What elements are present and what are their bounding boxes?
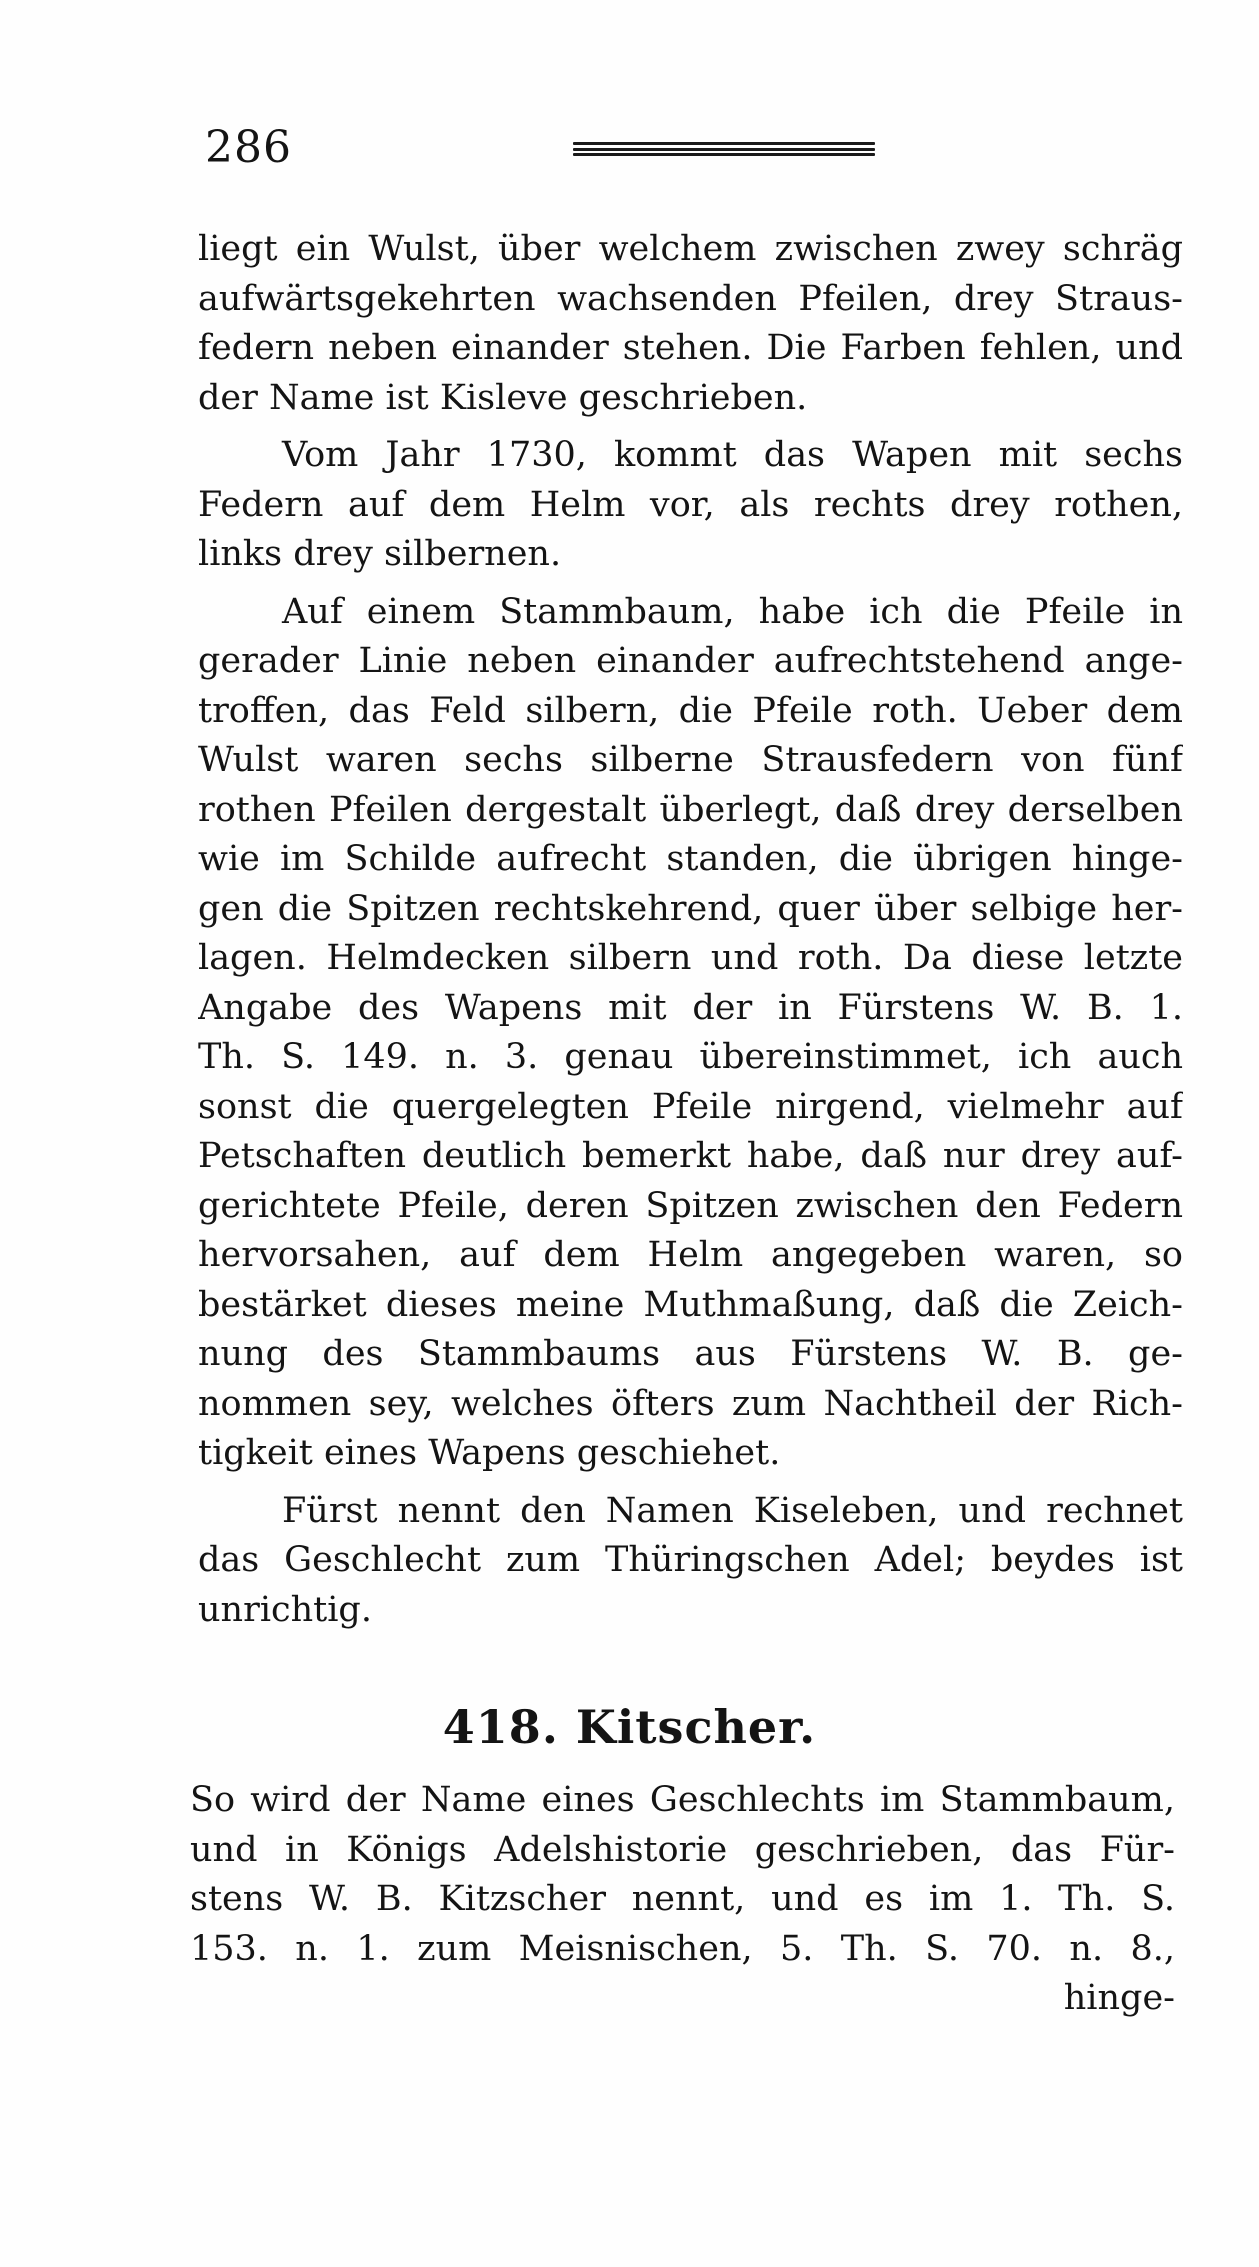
text-line: gen die Spitzen rechtskehrend, quer über selbige her- bbox=[198, 888, 1183, 929]
text-line: So wird der Name eines Geschlechts im Stammbaum, bbox=[190, 1780, 1175, 1820]
header-rule-line bbox=[573, 148, 875, 151]
section-text bbox=[190, 1776, 1175, 2024]
text-line: sonst die quergelegten Pfeile nirgend, vielmehr auf bbox=[198, 1086, 1183, 1127]
page-number: 286 bbox=[205, 122, 292, 173]
text-line: Petschaften deutlich bemerkt habe, daß nur drey auf- bbox=[198, 1136, 1183, 1176]
paragraph bbox=[198, 225, 1183, 423]
paragraph bbox=[198, 431, 1183, 580]
text-line: Federn auf dem Helm vor, als rechts drey rothen, bbox=[198, 484, 1183, 525]
text-line: liegt ein Wulst, über welchem zwischen zwey schräg bbox=[198, 229, 1183, 269]
text-line: links drey silbernen. bbox=[198, 534, 562, 574]
text-line: unrichtig. bbox=[198, 1589, 372, 1630]
text-line: tigkeit eines Wapens geschiehet. bbox=[198, 1433, 781, 1473]
text-line: hervorsahen, auf dem Helm angegeben waren, so bbox=[198, 1235, 1183, 1275]
text-line: Auf einem Stammbaum, habe ich die Pfeile in bbox=[282, 591, 1183, 632]
text-line: nommen sey, welches öfters zum Nachtheil der Rich- bbox=[198, 1383, 1183, 1424]
header-rule-line bbox=[573, 142, 875, 145]
header-rule-ornament bbox=[573, 142, 875, 156]
text-line: bestärket dieses meine Muthmaßung, daß die Zeich- bbox=[198, 1284, 1183, 1325]
text-line: lagen. Helmdecken silbern und roth. Da diese letzte bbox=[198, 938, 1183, 978]
text-line: gerichtete Pfeile, deren Spitzen zwischen den Federn bbox=[198, 1185, 1183, 1226]
text-line: nung des Stammbaums aus Fürstens W. B. ge- bbox=[198, 1334, 1183, 1374]
paragraph bbox=[198, 1487, 1183, 1636]
page-header bbox=[205, 118, 1185, 178]
text-line: federn neben einander stehen. Die Farben fehlen, und bbox=[198, 328, 1183, 368]
section-heading: 418. Kitscher. bbox=[442, 1700, 817, 1754]
text-line: Th. S. 149. n. 3. genau übereinstimmet, ich auch bbox=[198, 1037, 1183, 1077]
text-line: gerader Linie neben einander aufrechtstehend ange- bbox=[198, 641, 1183, 681]
text-line: und in Königs Adelshistorie geschrieben, das Für- bbox=[190, 1829, 1175, 1870]
text-line: troffen, das Feld silbern, die Pfeile roth. Ueber dem bbox=[198, 690, 1183, 731]
text-line: 153. n. 1. zum Meisnischen, 5. Th. S. 70. n. 8., bbox=[190, 1928, 1175, 1969]
text-line: der Name ist Kisleve geschrieben. bbox=[198, 377, 808, 418]
text-line: Vom Jahr 1730, kommt das Wapen mit sechs bbox=[282, 435, 1183, 475]
text-line: Fürst nennt den Namen Kiseleben, und rechnet bbox=[282, 1490, 1183, 1531]
main-text bbox=[198, 225, 1183, 1635]
text-line: rothen Pfeilen dergestalt überlegt, daß drey derselben bbox=[198, 789, 1183, 830]
text-line: aufwärtsgekehrten wachsenden Pfeilen, drey Straus- bbox=[198, 278, 1183, 319]
header-rule-line bbox=[573, 153, 875, 156]
text-line: wie im Schilde aufrecht standen, die übrigen hinge- bbox=[198, 839, 1183, 879]
catchword: hinge- bbox=[1063, 1978, 1175, 2018]
paragraph bbox=[198, 588, 1183, 1479]
text-line: Angabe des Wapens mit der in Fürstens W. B. 1. bbox=[198, 987, 1183, 1028]
text-line: Wulst waren sechs silberne Strausfedern von fünf bbox=[198, 740, 1183, 780]
text-line: das Geschlecht zum Thüringschen Adel; beydes ist bbox=[198, 1540, 1183, 1580]
text-line: stens W. B. Kitzscher nennt, und es im 1. Th. S. bbox=[190, 1879, 1175, 1919]
